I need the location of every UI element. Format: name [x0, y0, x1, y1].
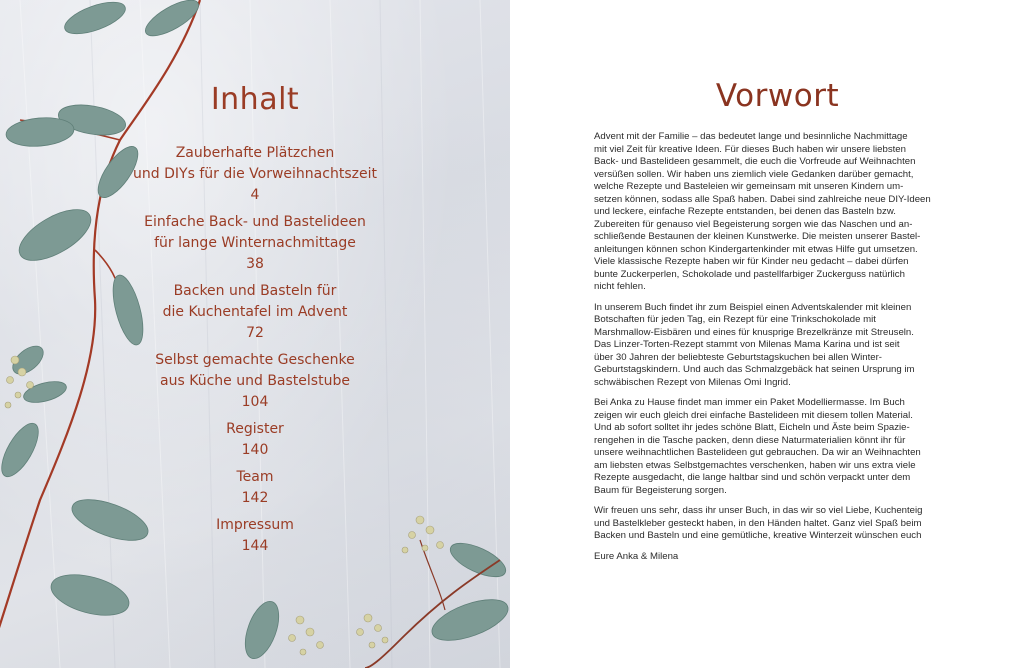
- toc-entry-page: 144: [241, 538, 269, 554]
- leaf: [141, 0, 204, 43]
- text-line: Geburtstagskindern. Und auch das Schmalzgebäck hat seinen Ursprung im: [594, 364, 915, 375]
- toc-entry-page: 38: [246, 256, 264, 272]
- text-line: am liebsten etwas Selbstgemachtes verschenken, haben wir uns extra viele: [594, 459, 916, 471]
- text-line: Bei Anka zu Hause findet man immer ein Paket Modelliermasse. Im Buch: [594, 397, 905, 408]
- table-of-contents: [110, 72, 400, 563]
- toc-entry-title: Backen und Basteln für: [173, 283, 337, 299]
- toc-entry-title: und DIYs für die Vorweihnachtszeit: [133, 166, 377, 182]
- text-line: Zubereiten für genauso viel Begeisterung sorgen wie das Naschen und an-: [594, 218, 913, 230]
- text-line: mit viel Zeit für kreative Ideen. Für dieses Buch haben wir unsere liebsten: [594, 143, 906, 155]
- leaf: [47, 567, 134, 622]
- toc-entry-title: Einfache Back- und Bastelideen: [144, 214, 366, 230]
- leaf: [0, 418, 45, 482]
- leaf: [5, 115, 75, 149]
- text-line: und leckere, einfache Rezepte entstanden, bei denen das Basteln bzw.: [594, 206, 896, 217]
- leaf: [427, 591, 510, 648]
- text-line: Wir freuen uns sehr, dass ihr unser Buch, in das wir so viel Liebe, Kuchenteig: [594, 505, 923, 516]
- toc-entry-page: 104: [241, 394, 269, 410]
- text-line: Botschaften für jeden Tag, ein Rezept für eine Trinkschokolade mit: [594, 314, 876, 325]
- text-line: unsere weihnachtlichen Bastelideen gut gebrauchen. Da wir an Weihnachten: [594, 447, 921, 458]
- toc-title: Inhalt: [210, 82, 300, 117]
- text-line: nicht fehlen.: [594, 281, 646, 292]
- toc-entry-title: aus Küche und Bastelstube: [160, 373, 350, 389]
- preface-paragraph: [594, 505, 956, 543]
- signature: Eure Anka & Milena: [594, 550, 679, 562]
- text-line: Baum für Begeisterung sorgen.: [594, 484, 727, 496]
- toc-entry-title: für lange Winternachmittage: [154, 235, 356, 251]
- text-line: schwäbischen Rezept von Milenas Omi Ingrid.: [594, 376, 791, 388]
- text-line: setzen können, sodass alle Spaß haben. Dabei sind zahlreiche neue DIY-Ideen: [594, 193, 931, 205]
- text-line: Das Linzer-Torten-Rezept stammt von Milenas Mama Karina und ist seit: [594, 339, 900, 350]
- text-line: Und ab sofort solltet ihr jedes schöne Blatt, Eicheln und Äste beim Spazie-: [594, 422, 910, 433]
- toc-entry[interactable]: [110, 419, 400, 461]
- toc-entry-title: Zauberhafte Plätzchen: [175, 145, 335, 161]
- preface-title: Vorwort: [715, 78, 840, 114]
- toc-entry-title: Register: [226, 421, 284, 437]
- text-line: zeigen wir euch gleich drei einfache Bastelideen mit diesem tollen Material.: [594, 409, 913, 421]
- preface-paragraph: [594, 397, 956, 497]
- toc-entry[interactable]: [110, 467, 400, 509]
- preface-body: [594, 131, 956, 571]
- toc-entry-title: Team: [236, 469, 274, 485]
- text-line: In unserem Buch findet ihr zum Beispiel einen Adventskalender mit kleinen: [594, 301, 912, 313]
- preface-paragraph: [594, 302, 956, 390]
- toc-entry-page: 4: [250, 187, 260, 203]
- preface-paragraph: [594, 131, 956, 294]
- toc-entry-page: 72: [246, 325, 264, 341]
- text-line: schließende Bestaunen der kleinen Kunstwerke. Die meisten unserer Bastel-: [594, 231, 921, 242]
- leaf: [446, 536, 510, 583]
- text-line: über 30 Jahren der beliebteste Geburtstagskuchen bei allen Winter-: [594, 351, 882, 363]
- toc-entry-page: 142: [241, 490, 269, 506]
- text-line: welche Rezepte und Basteleien wir gemeinsam mit unseren Kindern um-: [594, 181, 904, 192]
- leaf: [11, 199, 98, 270]
- toc-entry[interactable]: [110, 515, 400, 557]
- text-line: rengehen in die Tasche packen, denn diese Naturmaterialien könnt ihr für: [594, 434, 906, 446]
- text-line: anleitungen können schon Kindergartenkinder mit etwas Hilfe gut umsetzen.: [594, 243, 918, 255]
- text-line: versüßen sollen. Wir haben uns ziemlich viele Gedanken darüber gemacht,: [594, 168, 914, 180]
- toc-entry-title: Selbst gemachte Geschenke: [155, 352, 355, 368]
- text-line: Back- und Bastelideen gesammelt, die euch die Vorfreude auf Weihnachten: [594, 156, 916, 167]
- leaf: [239, 597, 286, 663]
- toc-entry-page: 140: [241, 442, 269, 458]
- toc-entry[interactable]: [110, 212, 400, 275]
- toc-entry[interactable]: [110, 143, 400, 206]
- text-line: Backen und Basteln und eine gemütliche, kreative Winterzeit wünschen euch: [594, 530, 922, 541]
- text-line: bunte Zuckerperlen, Schokolade und pastellfarbiger Zuckerguss natürlich: [594, 268, 905, 280]
- leaf: [61, 0, 129, 40]
- text-line: Advent mit der Familie – das bedeutet lange und besinnliche Nachmittage: [594, 131, 908, 142]
- text-line: Marshmallow-Eisbären und eines für knusprige Brezelkränze mit Streuseln.: [594, 326, 914, 338]
- text-line: Rezepte ausgedacht, die lange haltbar sind und schön verpackt unter dem: [594, 472, 911, 483]
- right-page: [510, 0, 1020, 668]
- toc-entry-title: die Kuchentafel im Advent: [162, 304, 348, 320]
- text-line: und Bastelkleber gesteckt haben, in den Händen haltet. Ganz viel Spaß beim: [594, 517, 922, 529]
- toc-entry-title: Impressum: [216, 517, 294, 533]
- text-line: Viele klassische Rezepte haben wir für Kinder neu gedacht – dabei dürfen: [594, 256, 909, 267]
- toc-entry[interactable]: [110, 350, 400, 413]
- toc-entry[interactable]: [110, 281, 400, 344]
